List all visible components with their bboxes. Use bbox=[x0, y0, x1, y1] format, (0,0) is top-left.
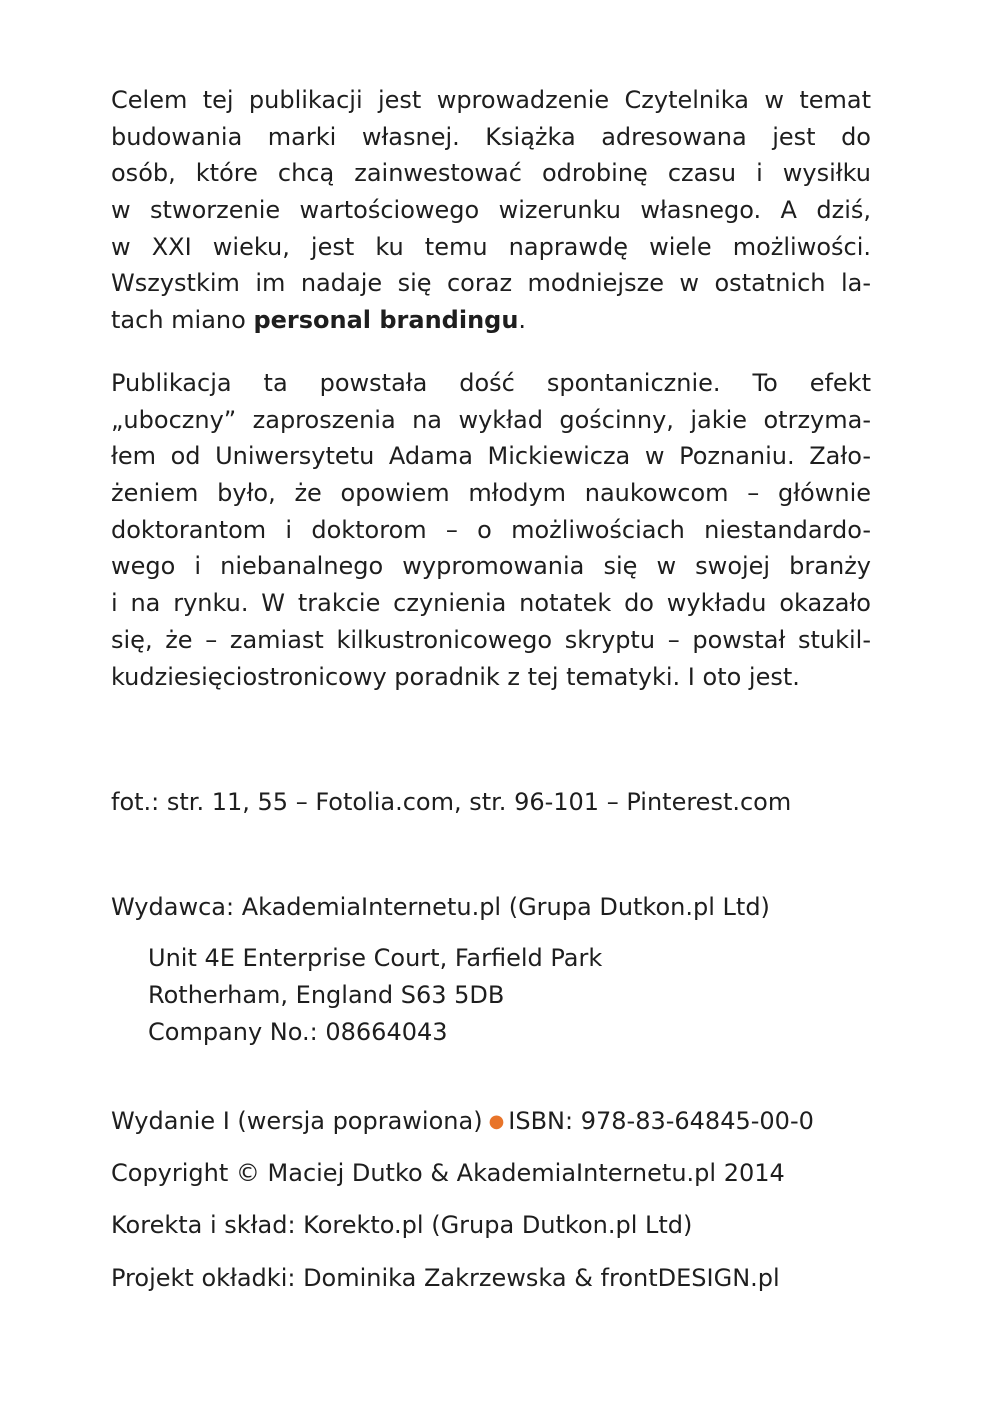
intro-line: w stworzenie wartościowego wizerunku własnego. A dziś, bbox=[111, 196, 871, 225]
isbn-text: ISBN: 978-83-64845-00-0 bbox=[508, 1107, 814, 1135]
publisher-label: Wydawca: AkademiaInternetu.pl (Grupa Dutkon.pl Ltd) bbox=[111, 893, 770, 921]
bullet-icon: ● bbox=[488, 1111, 505, 1132]
edition-line bbox=[111, 1106, 814, 1137]
edition-text: Wydanie I (wersja poprawiona) bbox=[111, 1107, 483, 1135]
origin-line: żeniem było, że opowiem młodym naukowcom – głównie bbox=[111, 479, 871, 508]
intro-line: osób, które chcą zainwestować odrobinę czasu i wysiłku bbox=[111, 159, 871, 188]
origin-line: „uboczny” zaproszenia na wykład gościnny, jakie otrzyma- bbox=[111, 405, 871, 434]
origin-line: kudziesięciostronicowy poradnik z tej tematyki. I oto jest. bbox=[111, 662, 800, 691]
intro-last-prefix: tach miano bbox=[111, 306, 254, 335]
publisher-company-no: Company No.: 08664043 bbox=[148, 1018, 448, 1046]
publisher-address-line-2: Rotherham, England S63 5DB bbox=[148, 981, 505, 1009]
origin-line: wego i niebanalnego wypromowania się w swojej branży bbox=[111, 552, 871, 581]
origin-line: i na rynku. W trakcie czynienia notatek do wykładu okazało bbox=[111, 589, 871, 618]
origin-line: się, że – zamiast kilkustronicowego skryptu – powstał stukil- bbox=[111, 625, 871, 654]
intro-line: w XXI wieku, jest ku temu naprawdę wiele możliwości. bbox=[111, 232, 871, 261]
cover-design-line: Projekt okładki: Dominika Zakrzewska & frontDESIGN.pl bbox=[111, 1264, 780, 1292]
origin-line: doktorantom i doktorom – o możliwościach niestandardo- bbox=[111, 515, 871, 544]
intro-paragraph bbox=[111, 82, 871, 339]
personal-branding-term: personal brandingu bbox=[253, 306, 519, 335]
publisher-address-line-1: Unit 4E Enterprise Court, Farfield Park bbox=[148, 944, 603, 972]
intro-line: Celem tej publikacji jest wprowadzenie Czytelnika w temat bbox=[111, 86, 871, 114]
copyright-line: Copyright © Maciej Dutko & AkademiaInternetu.pl 2014 bbox=[111, 1159, 785, 1187]
intro-line: Wszystkim im nadaje się coraz modniejsze w ostatnich la- bbox=[111, 269, 871, 298]
intro-line: budowania marki własnej. Książka adresowana jest do bbox=[111, 122, 871, 151]
origin-paragraph bbox=[111, 365, 871, 695]
proofreading-line: Korekta i skład: Korekto.pl (Grupa Dutkon.pl Ltd) bbox=[111, 1211, 693, 1239]
origin-line: Publikacja ta powstała dość spontanicznie. To efekt bbox=[111, 369, 871, 397]
photo-credits: fot.: str. 11, 55 – Fotolia.com, str. 96-101 – Pinterest.com bbox=[111, 788, 792, 816]
intro-last-line bbox=[111, 302, 871, 339]
origin-line: łem od Uniwersytetu Adama Mickiewicza w Poznaniu. Zało- bbox=[111, 442, 871, 471]
intro-last-suffix: . bbox=[518, 306, 527, 335]
